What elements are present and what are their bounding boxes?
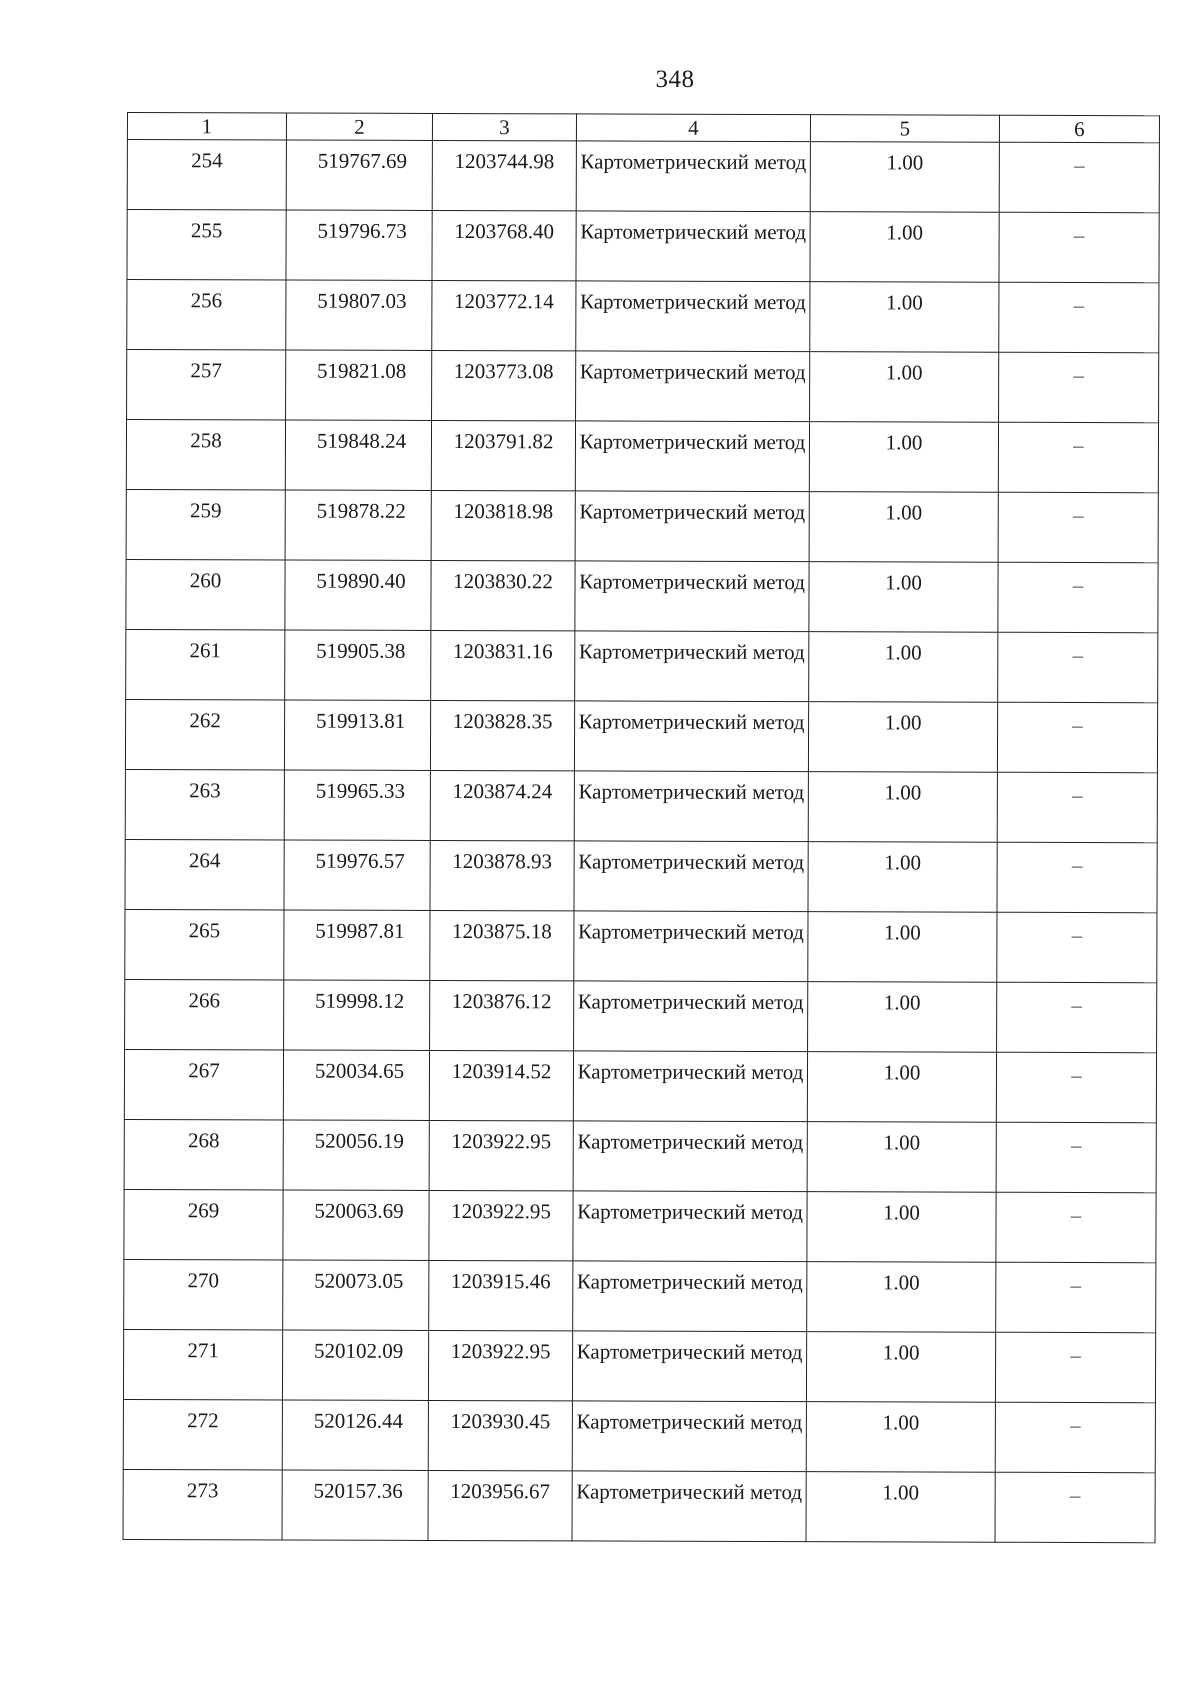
- accuracy-cell: [806, 1332, 995, 1403]
- note-cell: [995, 1472, 1155, 1543]
- x-coordinate-text: 519878.22: [316, 498, 406, 523]
- table-row: [127, 210, 1159, 283]
- x-coordinate-cell: [283, 1050, 429, 1120]
- accuracy-text: 1.00: [884, 640, 922, 665]
- table-row: [123, 1329, 1155, 1402]
- y-coordinate-cell: [430, 700, 574, 770]
- method-text: Картометрический метод: [576, 1409, 803, 1435]
- point-number-cell: [127, 140, 286, 210]
- method-text: Картометрический метод: [577, 1059, 804, 1085]
- y-coordinate-text: 1203956.67: [450, 1479, 551, 1504]
- y-coordinate-text: 1203831.16: [452, 639, 553, 664]
- x-coordinate-cell: [283, 1120, 429, 1190]
- note-text: –: [1072, 572, 1084, 598]
- x-coordinate-cell: [286, 280, 432, 350]
- y-coordinate-cell: [430, 840, 574, 910]
- method-cell: [576, 351, 810, 422]
- note-text: –: [1073, 222, 1085, 248]
- accuracy-text: 1.00: [886, 220, 924, 245]
- x-coordinate-cell: [284, 840, 430, 910]
- method-cell: [572, 1401, 806, 1472]
- x-coordinate-cell: [282, 1400, 428, 1470]
- y-coordinate-cell: [429, 1190, 573, 1260]
- y-coordinate-text: 1203922.95: [451, 1199, 551, 1224]
- method-text: Картометрический метод: [579, 429, 806, 455]
- x-coordinate-cell: [286, 210, 432, 280]
- note-cell: [996, 1192, 1156, 1263]
- y-coordinate-text: 1203875.18: [452, 919, 552, 944]
- method-cell: [574, 841, 808, 912]
- point-number-cell: [125, 839, 284, 909]
- note-text: –: [1072, 642, 1084, 668]
- y-coordinate-cell: [432, 350, 576, 420]
- x-coordinate-text: 519976.57: [315, 848, 405, 873]
- point-number-cell: [125, 909, 284, 979]
- accuracy-text: 1.00: [882, 1480, 920, 1505]
- column-header-5: 5: [810, 115, 999, 143]
- y-coordinate-cell: [432, 210, 576, 280]
- method-text: Картометрический метод: [579, 359, 806, 385]
- accuracy-text: 1.00: [884, 780, 922, 805]
- method-cell: [576, 281, 810, 352]
- note-cell: [996, 1052, 1156, 1123]
- x-coordinate-text: 520126.44: [313, 1408, 404, 1433]
- accuracy-cell: [808, 842, 997, 913]
- method-cell: [574, 771, 808, 842]
- point-number-text: 273: [186, 1478, 219, 1503]
- method-text: Картометрический метод: [578, 639, 805, 665]
- point-number-cell: [124, 1049, 283, 1119]
- point-number-text: 258: [190, 428, 222, 453]
- note-text: –: [1070, 1342, 1081, 1368]
- note-text: –: [1071, 1062, 1082, 1088]
- point-number-text: 262: [189, 708, 221, 733]
- accuracy-text: 1.00: [885, 360, 923, 385]
- method-cell: [572, 1471, 806, 1542]
- y-coordinate-text: 1203818.98: [453, 499, 554, 524]
- column-header-2: 2: [286, 113, 432, 140]
- point-number-cell: [126, 489, 285, 559]
- note-text: –: [1071, 922, 1083, 948]
- note-cell: [999, 352, 1159, 423]
- point-number-cell: [124, 1189, 283, 1259]
- method-cell: [575, 561, 809, 632]
- table-row: [126, 629, 1158, 702]
- y-coordinate-cell: [432, 280, 576, 350]
- method-text: Картометрический метод: [578, 849, 805, 875]
- note-cell: [998, 492, 1158, 563]
- method-text: Картометрический метод: [578, 779, 805, 805]
- point-number-text: 256: [190, 288, 223, 313]
- method-text: Картометрический метод: [576, 1479, 803, 1505]
- x-coordinate-text: 519807.03: [317, 288, 407, 313]
- x-coordinate-text: 520157.36: [313, 1478, 403, 1503]
- table-row: [127, 140, 1159, 213]
- accuracy-cell: [807, 1262, 996, 1333]
- y-coordinate-cell: [431, 560, 575, 630]
- note-text: –: [1073, 432, 1084, 458]
- page-number: 348: [655, 66, 695, 93]
- table-row: [123, 1469, 1155, 1542]
- table-row: [125, 979, 1157, 1052]
- x-coordinate-cell: [283, 1260, 429, 1330]
- point-number-text: 260: [189, 568, 222, 593]
- point-number-text: 261: [189, 638, 222, 663]
- accuracy-text: 1.00: [882, 1270, 920, 1295]
- header-row: [127, 113, 1159, 143]
- table-row: [124, 1119, 1156, 1192]
- note-text: –: [1073, 362, 1084, 388]
- y-coordinate-text: 1203874.24: [452, 779, 553, 804]
- method-cell: [576, 211, 810, 282]
- y-coordinate-text: 1203828.35: [452, 709, 553, 734]
- accuracy-cell: [806, 1402, 995, 1473]
- y-coordinate-cell: [429, 1120, 573, 1190]
- point-number-cell: [124, 1119, 283, 1189]
- accuracy-cell: [809, 562, 998, 633]
- y-coordinate-cell: [430, 910, 574, 980]
- note-cell: [997, 912, 1157, 983]
- accuracy-cell: [810, 212, 999, 283]
- method-cell: [574, 981, 808, 1052]
- table-row: [124, 1259, 1156, 1332]
- x-coordinate-text: 519987.81: [315, 918, 405, 943]
- point-number-cell: [126, 420, 285, 490]
- y-coordinate-cell: [431, 630, 575, 700]
- table-header: [127, 113, 1159, 143]
- method-cell: [575, 421, 809, 492]
- table-row: [126, 489, 1158, 562]
- method-cell: [576, 141, 810, 212]
- method-text: Картометрический метод: [580, 219, 807, 245]
- y-coordinate-text: 1203791.82: [453, 429, 554, 454]
- note-cell: [995, 1332, 1155, 1403]
- note-text: –: [1074, 152, 1085, 178]
- note-cell: [995, 1402, 1155, 1473]
- point-number-text: 265: [188, 918, 221, 943]
- accuracy-text: 1.00: [884, 920, 921, 945]
- method-cell: [575, 491, 809, 562]
- y-coordinate-text: 1203768.40: [454, 219, 555, 244]
- accuracy-text: 1.00: [885, 290, 923, 315]
- point-number-text: 264: [188, 848, 221, 873]
- accuracy-cell: [810, 352, 999, 423]
- method-text: Картометрический метод: [577, 1129, 804, 1155]
- accuracy-cell: [807, 1052, 996, 1123]
- point-number-cell: [123, 1329, 282, 1399]
- point-number-text: 257: [190, 358, 222, 383]
- note-cell: [998, 422, 1158, 493]
- x-coordinate-text: 519965.33: [315, 778, 406, 803]
- accuracy-text: 1.00: [883, 1130, 921, 1155]
- y-coordinate-text: 1203930.45: [450, 1409, 551, 1434]
- note-text: –: [1071, 852, 1083, 878]
- accuracy-cell: [809, 422, 998, 493]
- note-cell: [999, 212, 1159, 283]
- x-coordinate-cell: [282, 1330, 428, 1400]
- accuracy-text: 1.00: [885, 430, 923, 455]
- table-row: [125, 909, 1157, 982]
- y-coordinate-cell: [430, 770, 574, 840]
- x-coordinate-cell: [285, 490, 431, 560]
- note-text: –: [1069, 1482, 1081, 1508]
- y-coordinate-text: 1203744.98: [454, 149, 555, 174]
- accuracy-cell: [806, 1472, 995, 1543]
- method-cell: [574, 911, 808, 982]
- x-coordinate-text: 520034.65: [314, 1058, 405, 1083]
- accuracy-text: 1.00: [885, 500, 923, 525]
- y-coordinate-text: 1203922.95: [450, 1339, 551, 1364]
- x-coordinate-cell: [284, 700, 430, 770]
- accuracy-text: 1.00: [882, 1410, 920, 1435]
- note-cell: [997, 772, 1157, 843]
- method-cell: [573, 1261, 807, 1332]
- x-coordinate-text: 519821.08: [317, 358, 407, 383]
- note-cell: [999, 142, 1159, 213]
- column-header-4: 4: [576, 114, 810, 142]
- point-number-text: 272: [187, 1408, 219, 1433]
- y-coordinate-cell: [429, 1050, 573, 1120]
- y-coordinate-cell: [431, 490, 575, 560]
- point-number-cell: [126, 629, 285, 699]
- point-number-cell: [125, 699, 284, 769]
- x-coordinate-cell: [285, 560, 431, 630]
- x-coordinate-cell: [282, 1470, 428, 1540]
- column-header-3: 3: [432, 113, 576, 140]
- x-coordinate-text: 520073.05: [314, 1268, 404, 1293]
- x-coordinate-cell: [284, 770, 430, 840]
- x-coordinate-text: 519905.38: [316, 638, 406, 663]
- note-text: –: [1070, 1202, 1082, 1228]
- method-text: Картометрический метод: [577, 919, 804, 945]
- accuracy-cell: [810, 282, 999, 353]
- point-number-cell: [127, 350, 286, 420]
- note-text: –: [1073, 292, 1085, 318]
- method-text: Картометрический метод: [576, 1339, 803, 1365]
- y-coordinate-text: 1203914.52: [451, 1059, 552, 1084]
- note-cell: [997, 702, 1157, 773]
- accuracy-cell: [807, 1192, 996, 1263]
- column-header-1: 1: [127, 113, 286, 140]
- note-text: –: [1072, 782, 1083, 808]
- y-coordinate-text: 1203876.12: [451, 989, 552, 1014]
- method-cell: [574, 701, 808, 772]
- y-coordinate-cell: [430, 980, 574, 1050]
- x-coordinate-text: 519890.40: [316, 568, 406, 593]
- note-cell: [998, 562, 1158, 633]
- note-text: –: [1070, 1132, 1082, 1158]
- accuracy-cell: [807, 1122, 996, 1193]
- accuracy-cell: [809, 632, 998, 703]
- point-number-cell: [125, 979, 284, 1049]
- x-coordinate-text: 519767.69: [317, 148, 408, 173]
- method-cell: [573, 1051, 807, 1122]
- point-number-text: 259: [189, 498, 222, 523]
- y-coordinate-text: 1203772.14: [453, 289, 554, 314]
- x-coordinate-cell: [286, 140, 432, 210]
- y-coordinate-cell: [429, 1260, 573, 1330]
- y-coordinate-text: 1203878.93: [452, 849, 553, 874]
- note-text: –: [1070, 1412, 1081, 1438]
- method-text: Картометрический метод: [578, 709, 805, 735]
- accuracy-cell: [810, 142, 999, 213]
- y-coordinate-text: 1203915.46: [450, 1269, 551, 1294]
- note-cell: [996, 1262, 1156, 1333]
- method-text: Картометрический метод: [577, 1199, 803, 1225]
- x-coordinate-cell: [285, 630, 431, 700]
- x-coordinate-text: 520102.09: [313, 1338, 404, 1363]
- accuracy-text: 1.00: [884, 850, 922, 875]
- table-row: [126, 420, 1158, 493]
- point-number-text: 269: [187, 1198, 220, 1223]
- point-number-text: 266: [188, 988, 220, 1013]
- y-coordinate-cell: [428, 1400, 572, 1470]
- x-coordinate-text: 519998.12: [315, 988, 405, 1013]
- x-coordinate-text: 520056.19: [314, 1128, 404, 1153]
- accuracy-text: 1.00: [885, 570, 922, 595]
- x-coordinate-text: 519848.24: [316, 428, 407, 453]
- point-number-cell: [124, 1259, 283, 1329]
- y-coordinate-cell: [431, 420, 575, 490]
- y-coordinate-cell: [432, 140, 576, 210]
- point-number-cell: [127, 210, 286, 280]
- note-cell: [999, 282, 1159, 353]
- y-coordinate-text: 1203830.22: [453, 569, 553, 594]
- y-coordinate-cell: [428, 1330, 572, 1400]
- table-row: [124, 1189, 1156, 1262]
- point-number-cell: [123, 1469, 282, 1539]
- table-row: [123, 1399, 1155, 1472]
- table-row: [127, 350, 1159, 423]
- point-number-text: 270: [187, 1268, 220, 1293]
- point-number-cell: [126, 559, 285, 629]
- accuracy-text: 1.00: [883, 1200, 920, 1225]
- x-coordinate-cell: [283, 1190, 429, 1260]
- note-text: –: [1070, 1272, 1082, 1298]
- note-text: –: [1071, 992, 1082, 1018]
- accuracy-cell: [808, 912, 997, 983]
- note-cell: [997, 982, 1157, 1053]
- point-number-text: 255: [190, 218, 223, 243]
- y-coordinate-text: 1203773.08: [453, 359, 554, 384]
- point-number-cell: [125, 769, 284, 839]
- x-coordinate-cell: [285, 420, 431, 490]
- point-number-text: 268: [187, 1128, 220, 1153]
- coordinates-table-wrapper: [123, 112, 1159, 1543]
- table-row: [125, 839, 1157, 912]
- x-coordinate-text: 519796.73: [317, 218, 407, 243]
- table-row: [126, 559, 1158, 632]
- table-body: [123, 140, 1159, 1543]
- note-cell: [998, 632, 1158, 703]
- method-text: Картометрический метод: [576, 1269, 803, 1295]
- table-row: [127, 280, 1159, 353]
- point-number-cell: [127, 280, 286, 350]
- note-text: –: [1072, 712, 1083, 738]
- method-cell: [573, 1191, 807, 1262]
- table-row: [124, 1049, 1156, 1122]
- accuracy-cell: [808, 772, 997, 843]
- method-text: Картометрический метод: [579, 569, 805, 595]
- accuracy-cell: [808, 982, 997, 1053]
- table-row: [125, 769, 1157, 842]
- method-cell: [575, 631, 809, 702]
- accuracy-cell: [808, 702, 997, 773]
- method-text: Картометрический метод: [577, 989, 804, 1015]
- accuracy-text: 1.00: [883, 990, 921, 1015]
- method-cell: [572, 1331, 806, 1402]
- column-header-6: 6: [999, 115, 1159, 143]
- accuracy-text: 1.00: [882, 1340, 920, 1365]
- accuracy-text: 1.00: [886, 150, 924, 175]
- x-coordinate-text: 520063.69: [314, 1198, 404, 1223]
- coordinates-table: [123, 112, 1160, 1543]
- point-number-text: 267: [188, 1058, 220, 1083]
- y-coordinate-text: 1203922.95: [451, 1129, 552, 1154]
- point-number-text: 263: [189, 778, 221, 803]
- x-coordinate-cell: [284, 910, 430, 980]
- table-row: [125, 699, 1157, 772]
- accuracy-cell: [809, 492, 998, 563]
- y-coordinate-cell: [428, 1470, 572, 1540]
- x-coordinate-cell: [286, 350, 432, 420]
- x-coordinate-text: 519913.81: [315, 708, 406, 733]
- accuracy-text: 1.00: [884, 710, 922, 735]
- method-cell: [573, 1121, 807, 1192]
- point-number-text: 271: [187, 1338, 219, 1363]
- x-coordinate-cell: [284, 980, 430, 1050]
- method-text: Картометрический метод: [579, 499, 806, 525]
- note-cell: [996, 1122, 1156, 1193]
- point-number-text: 254: [191, 148, 223, 173]
- accuracy-text: 1.00: [883, 1060, 921, 1085]
- note-text: –: [1072, 502, 1084, 528]
- method-text: Картометрический метод: [579, 289, 806, 315]
- method-text: Картометрический метод: [580, 149, 807, 175]
- note-cell: [997, 842, 1157, 913]
- point-number-cell: [123, 1399, 282, 1469]
